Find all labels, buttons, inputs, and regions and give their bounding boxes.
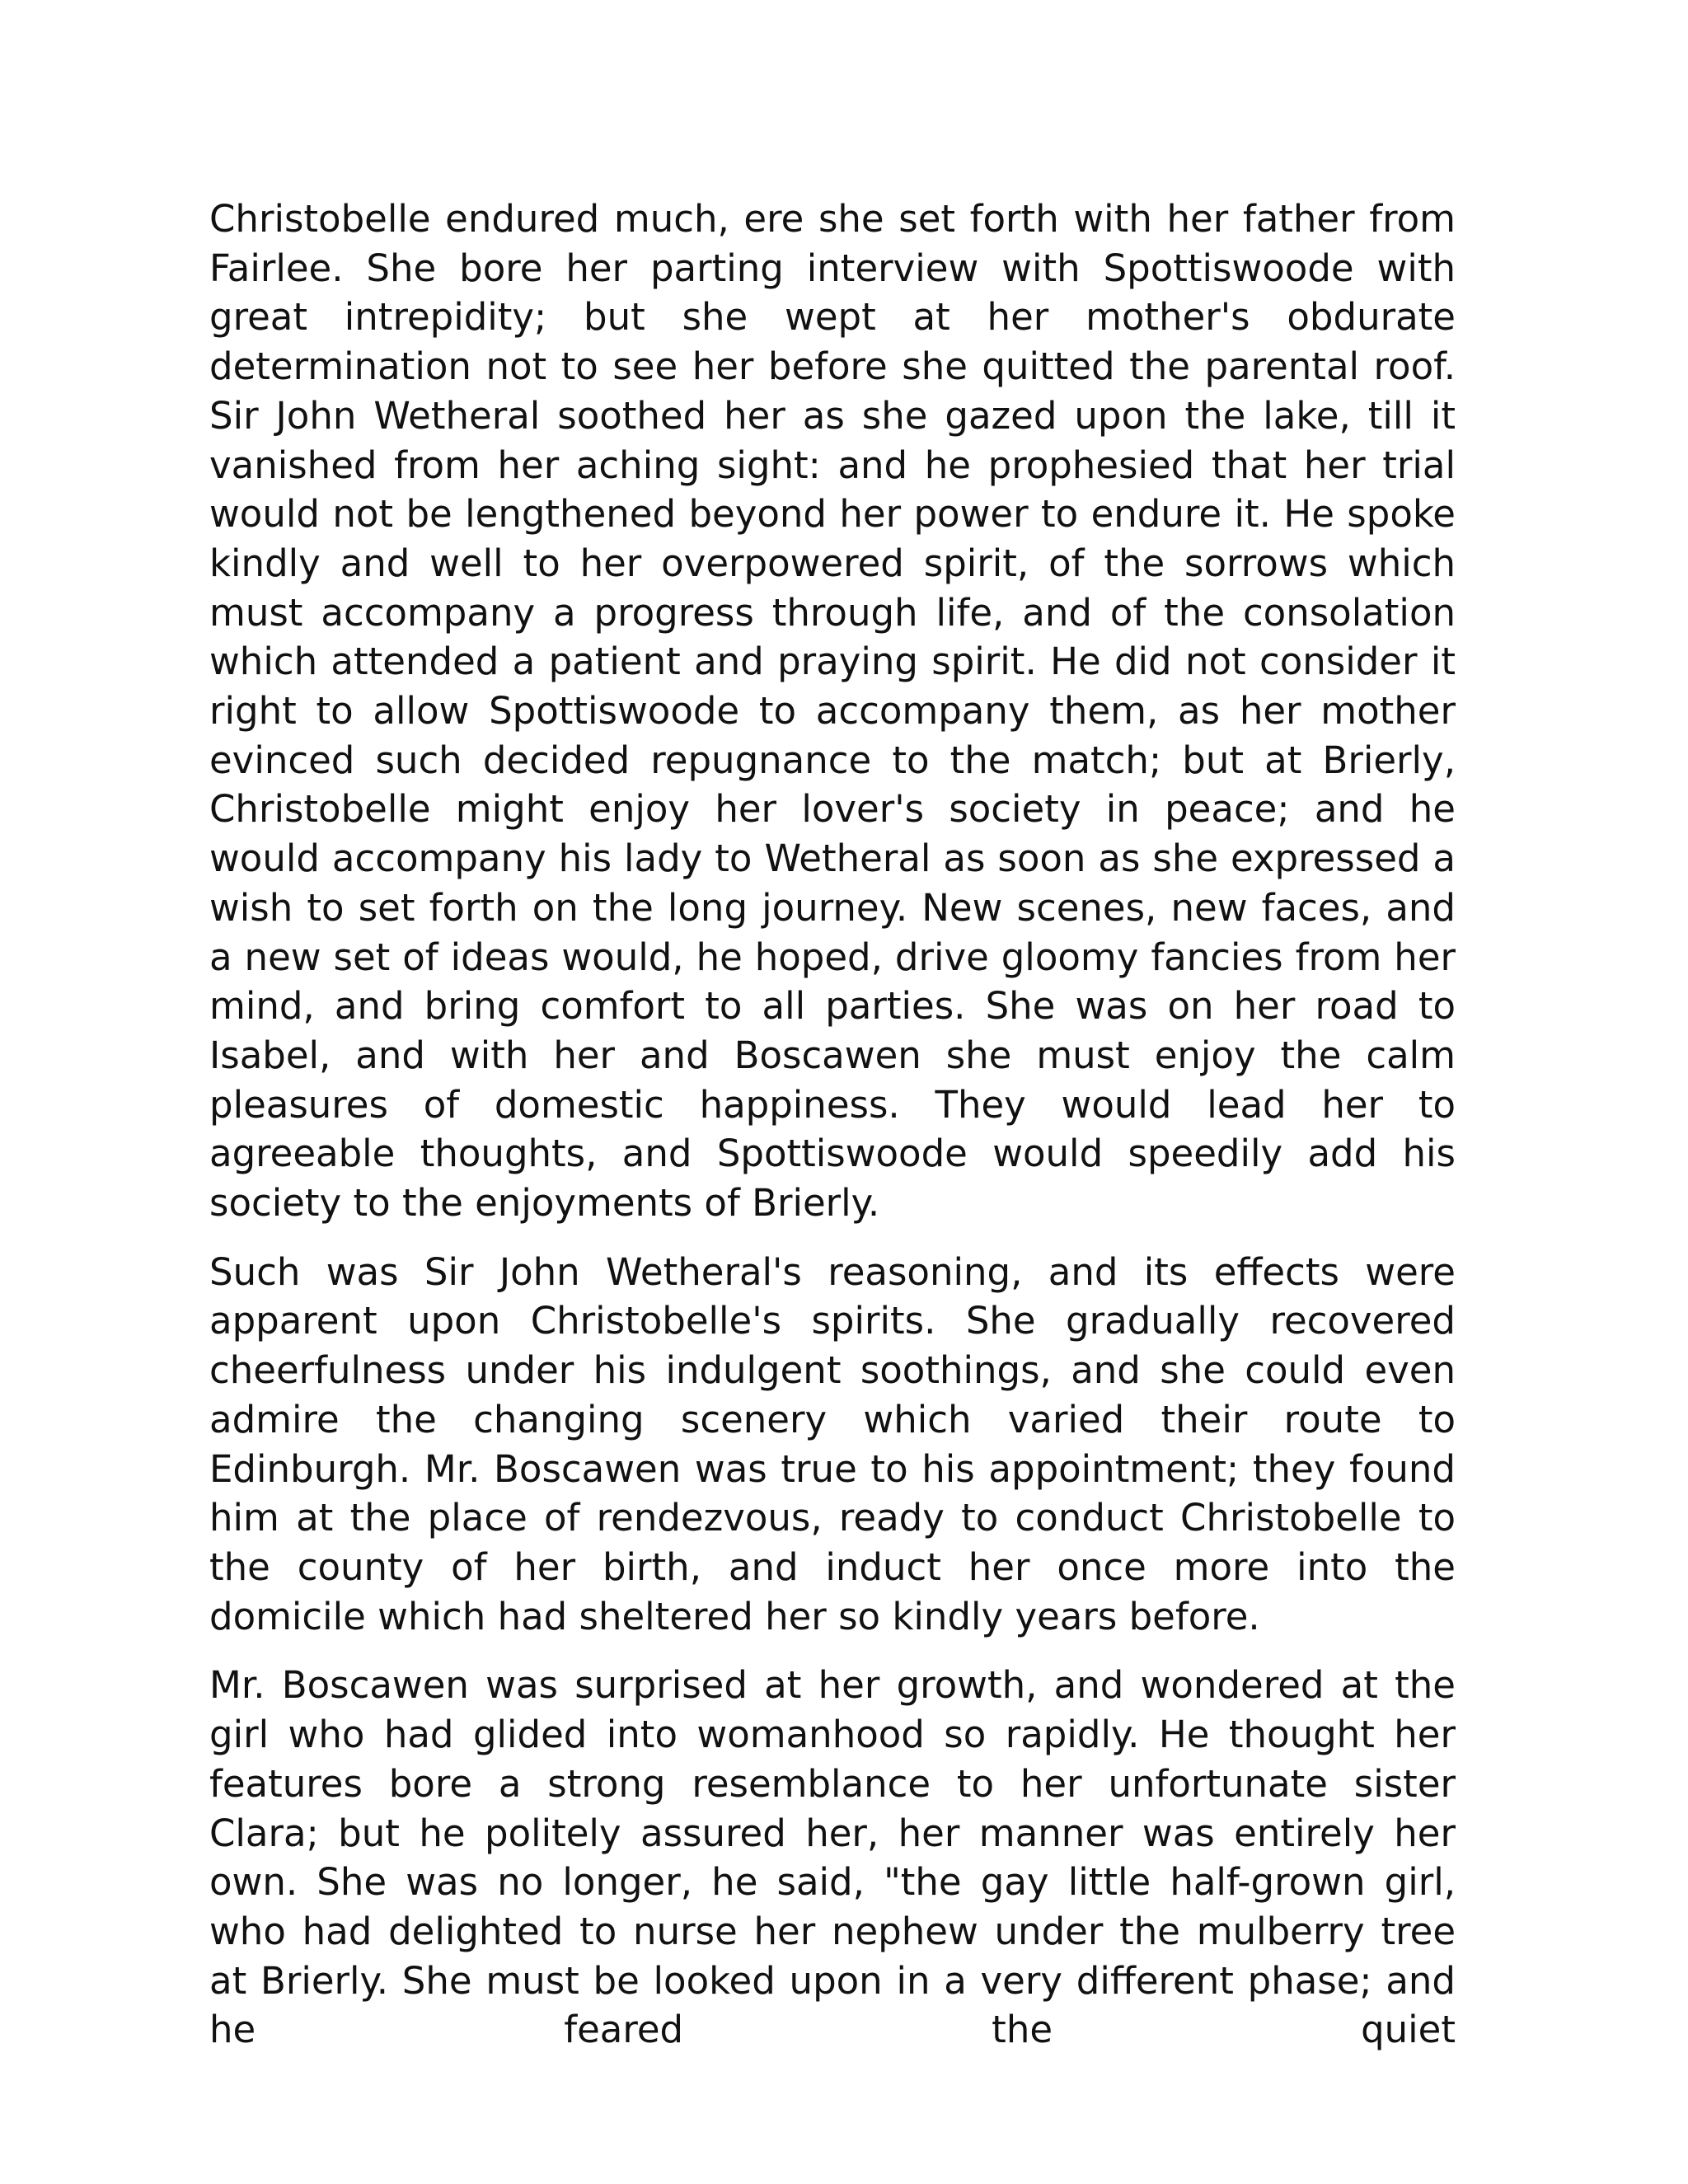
paragraph-3: Mr. Boscawen was surprised at her growth, and wondered at the girl who had glided into womanhood so rapidly. He thought her features bore a strong resemblance to her unfortunate sister Clara; but he politely assured her, her manner was entirely her own. She was no longer, he said, "the gay little half-grown girl, who had delighted to nurse her nephew under the mulberry tree at Brierly. She must be looked upon in a very different phase; and he feared the quiet: [209, 1663, 1456, 2052]
paragraph-2: Such was Sir John Wetheral's reasoning, and its effects were apparent upon Christobelle's spirits. She gradually recovered cheerfulness under his indulgent soothings, and she could even admire the changing scenery which varied their route to Edinburgh. Mr. Boscawen was true to his appointment; they found him at the place of rendezvous, ready to conduct Christobelle to the county of her birth, and induct her once more into the domicile which had sheltered her so kindly years before.: [209, 1249, 1456, 1638]
paragraph-1: Christobelle endured much, ere she set forth with her father from Fairlee. She bore her parting interview with Spottiswoode with great intrepidity; but she wept at her mother's obdurate determination not to see her before she quitted the parental roof. Sir John Wetheral soothed her as she gazed upon the lake, till it vanished from her aching sight: and he prophesied that her trial would not be lengthened beyond her power to endure it. He spoke kindly and well to her overpowered spirit, of the sorrows which must accompany a progress through life, and of the consolation which attended a patient and praying spirit. He did not consider it right to allow Spottiswoode to accompany them, as her mother evinced such decided repugnance to the match; but at Brierly, Christobelle might enjoy her lover's society in peace; and he would accompany his lady to Wetheral as soon as she expressed a wish to set forth on the long journey. New scenes, new faces, and a new set of ideas would, he hoped, drive gloomy fancies from her mind, and bring comfort to all parties. She was on her road to Isabel, and with her and Boscawen she must enjoy the calm pleasures of domestic happiness. They would lead her to agreeable thoughts, and Spottiswoode would speedily add his society to the enjoyments of Brierly.: [209, 197, 1456, 1226]
page-body: [209, 194, 1456, 2055]
